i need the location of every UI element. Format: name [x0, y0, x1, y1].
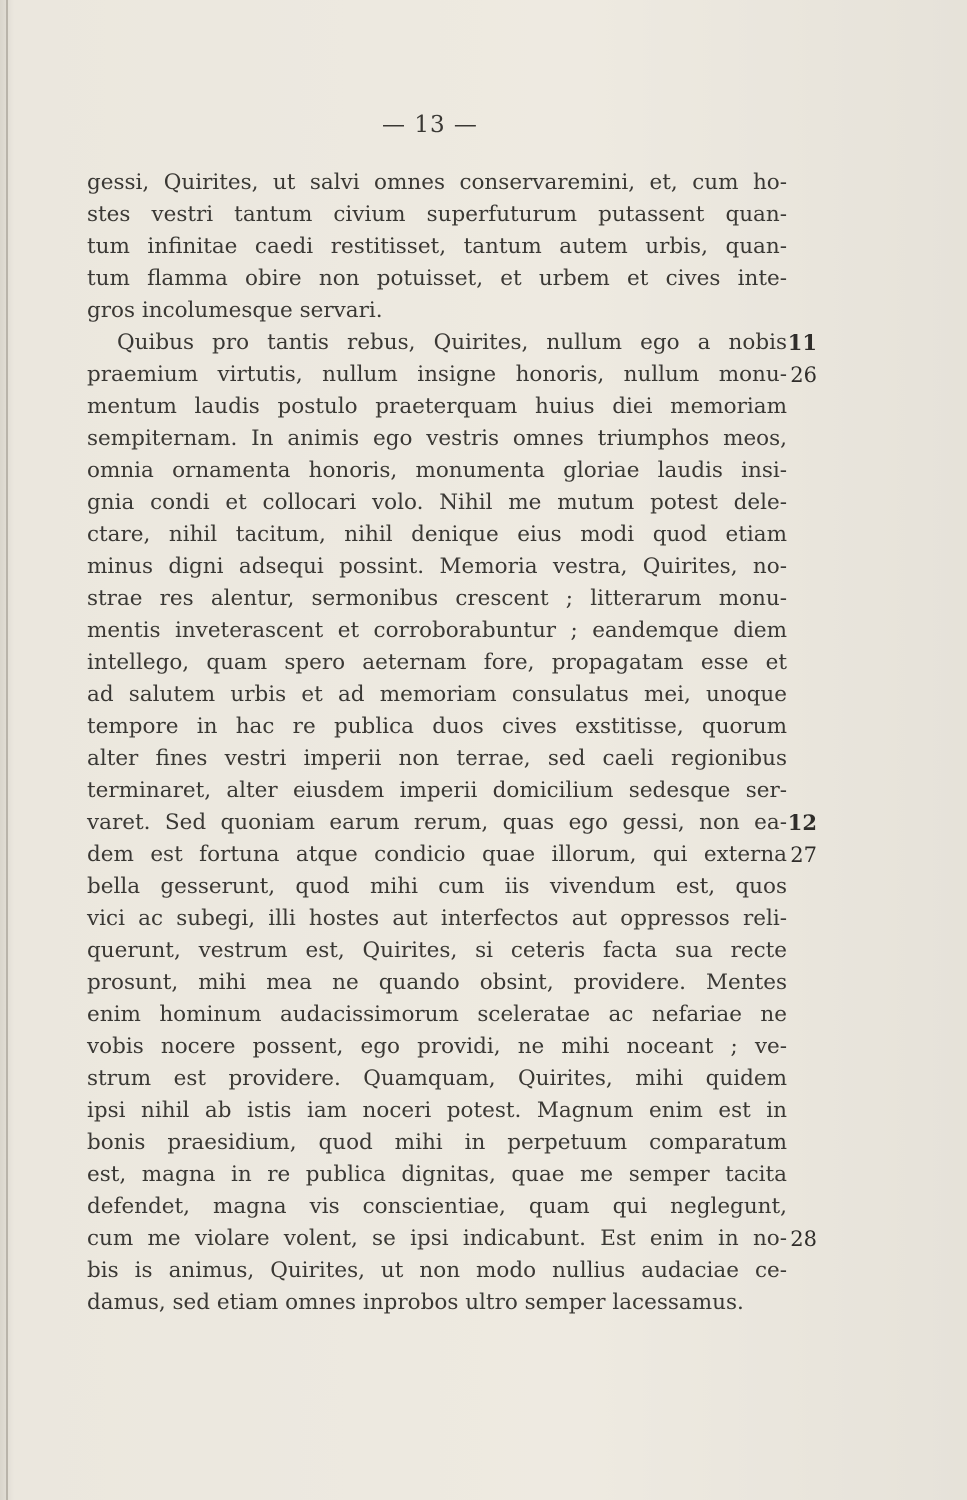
text-line [87, 327, 817, 359]
text-line [87, 519, 787, 551]
text-line [87, 999, 787, 1031]
text-line-content: ctare, nihil tacitum, nihil denique eius modi quod etiam [87, 522, 787, 547]
text-line-content: gros incolumesque servari. [87, 298, 383, 323]
text-line [87, 231, 787, 263]
text-line-content: praemium virtutis, nullum insigne honoris, nullum monu- [87, 362, 787, 387]
text-line-content: defendet, magna vis conscientiae, quam qui neglegunt, [87, 1194, 787, 1219]
text-line [87, 839, 817, 871]
text-line-content: querunt, vestrum est, Quirites, si ceteris facta sua recte [87, 938, 787, 963]
text-line [87, 1223, 817, 1255]
text-line-content: varet. Sed quoniam earum rerum, quas ego gessi, non ea- [87, 810, 787, 835]
text-line-content: tempore in hac re publica duos cives exstitisse, quorum [87, 714, 787, 739]
text-line [87, 711, 787, 743]
text-line [87, 903, 787, 935]
text-line-content: strum est providere. Quamquam, Quirites, mihi quidem [87, 1066, 787, 1091]
margin-reference: 12 [787, 810, 817, 835]
text-line [87, 487, 787, 519]
text-line [87, 1063, 787, 1095]
text-line [87, 263, 787, 295]
text-line-content: tum flamma obire non potuisset, et urbem et cives inte- [87, 266, 787, 291]
text-line [87, 583, 787, 615]
margin-reference: 26 [790, 363, 817, 387]
text-line-content: intellego, quam spero aeternam fore, propagatam esse et [87, 650, 787, 675]
text-line-content: minus digni adsequi possint. Memoria vestra, Quirites, no- [87, 554, 787, 579]
text-line-content: Quibus pro tantis rebus, Quirites, nullum ego a nobis [117, 330, 787, 355]
margin-reference: 11 [787, 330, 817, 355]
text-line-content: omnia ornamenta honoris, monumenta gloriae laudis insi- [87, 458, 787, 483]
text-line-content: vobis nocere possent, ego providi, ne mihi noceant ; ve- [87, 1034, 787, 1059]
text-line-content: gnia condi et collocari volo. Nihil me mutum potest dele- [87, 490, 787, 515]
text-line [87, 647, 787, 679]
text-line-content: bis is animus, Quirites, ut non modo nullius audaciae ce- [87, 1258, 787, 1283]
text-line-content: ad salutem urbis et ad memoriam consulatus mei, unoque [87, 682, 787, 707]
text-line [87, 1159, 787, 1191]
text-line [87, 1255, 787, 1287]
text-line [87, 1031, 787, 1063]
text-line-content: bella gesserunt, quod mihi cum iis vivendum est, quos [87, 874, 787, 899]
text-line-content: vici ac subegi, illi hostes aut interfectos aut oppressos reli- [87, 906, 787, 931]
text-line [87, 1127, 787, 1159]
text-line-content: mentum laudis postulo praeterquam huius diei memoriam [87, 394, 787, 419]
text-line [87, 551, 787, 583]
text-line [87, 967, 787, 999]
text-line [87, 199, 787, 231]
text-line [87, 743, 787, 775]
text-line-content: gessi, Quirites, ut salvi omnes conservaremini, et, cum ho- [87, 170, 787, 195]
margin-reference: 27 [790, 843, 817, 867]
text-line [87, 359, 817, 391]
text-line-content: cum me violare volent, se ipsi indicabunt. Est enim in no- [87, 1226, 787, 1251]
text-line [87, 1191, 787, 1223]
text-line [87, 1095, 787, 1127]
text-line-content: est, magna in re publica dignitas, quae me semper tacita [87, 1162, 787, 1187]
binding-edge [6, 0, 8, 1500]
text-line [87, 615, 787, 647]
text-line-content: strae res alentur, sermonibus crescent ; litterarum monu- [87, 586, 787, 611]
text-line [87, 391, 787, 423]
text-line-content: terminaret, alter eiusdem imperii domicilium sedesque ser- [87, 778, 787, 803]
text-line-content: ipsi nihil ab istis iam noceri potest. Magnum enim est in [87, 1098, 787, 1123]
body-text [87, 167, 817, 1319]
text-line [87, 1287, 787, 1319]
text-line-content: mentis inveterascent et corroborabuntur ; eandemque diem [87, 618, 787, 643]
text-line-content: damus, sed etiam omnes inprobos ultro semper lacessamus. [87, 1290, 744, 1315]
text-line [87, 679, 787, 711]
text-line [87, 295, 787, 327]
text-line [87, 807, 817, 839]
text-line [87, 167, 787, 199]
text-line-content: enim hominum audacissimorum sceleratae ac nefariae ne [87, 1002, 787, 1027]
text-line-content: bonis praesidium, quod mihi in perpetuum comparatum [87, 1130, 787, 1155]
margin-reference: 28 [790, 1227, 817, 1251]
text-line [87, 775, 787, 807]
text-line [87, 935, 787, 967]
text-line-content: alter fines vestri imperii non terrae, sed caeli regionibus [87, 746, 787, 771]
text-line-content: stes vestri tantum civium superfuturum putassent quan- [87, 202, 787, 227]
text-line-content: dem est fortuna atque condicio quae illorum, qui externa [87, 842, 787, 867]
text-line [87, 871, 787, 903]
text-line-content: prosunt, mihi mea ne quando obsint, providere. Mentes [87, 970, 787, 995]
page-number: — 13 — [382, 112, 478, 138]
text-line-content: tum infinitae caedi restitisset, tantum autem urbis, quan- [87, 234, 787, 259]
text-line [87, 423, 787, 455]
text-line [87, 455, 787, 487]
text-line-content: sempiternam. In animis ego vestris omnes triumphos meos, [87, 426, 787, 451]
